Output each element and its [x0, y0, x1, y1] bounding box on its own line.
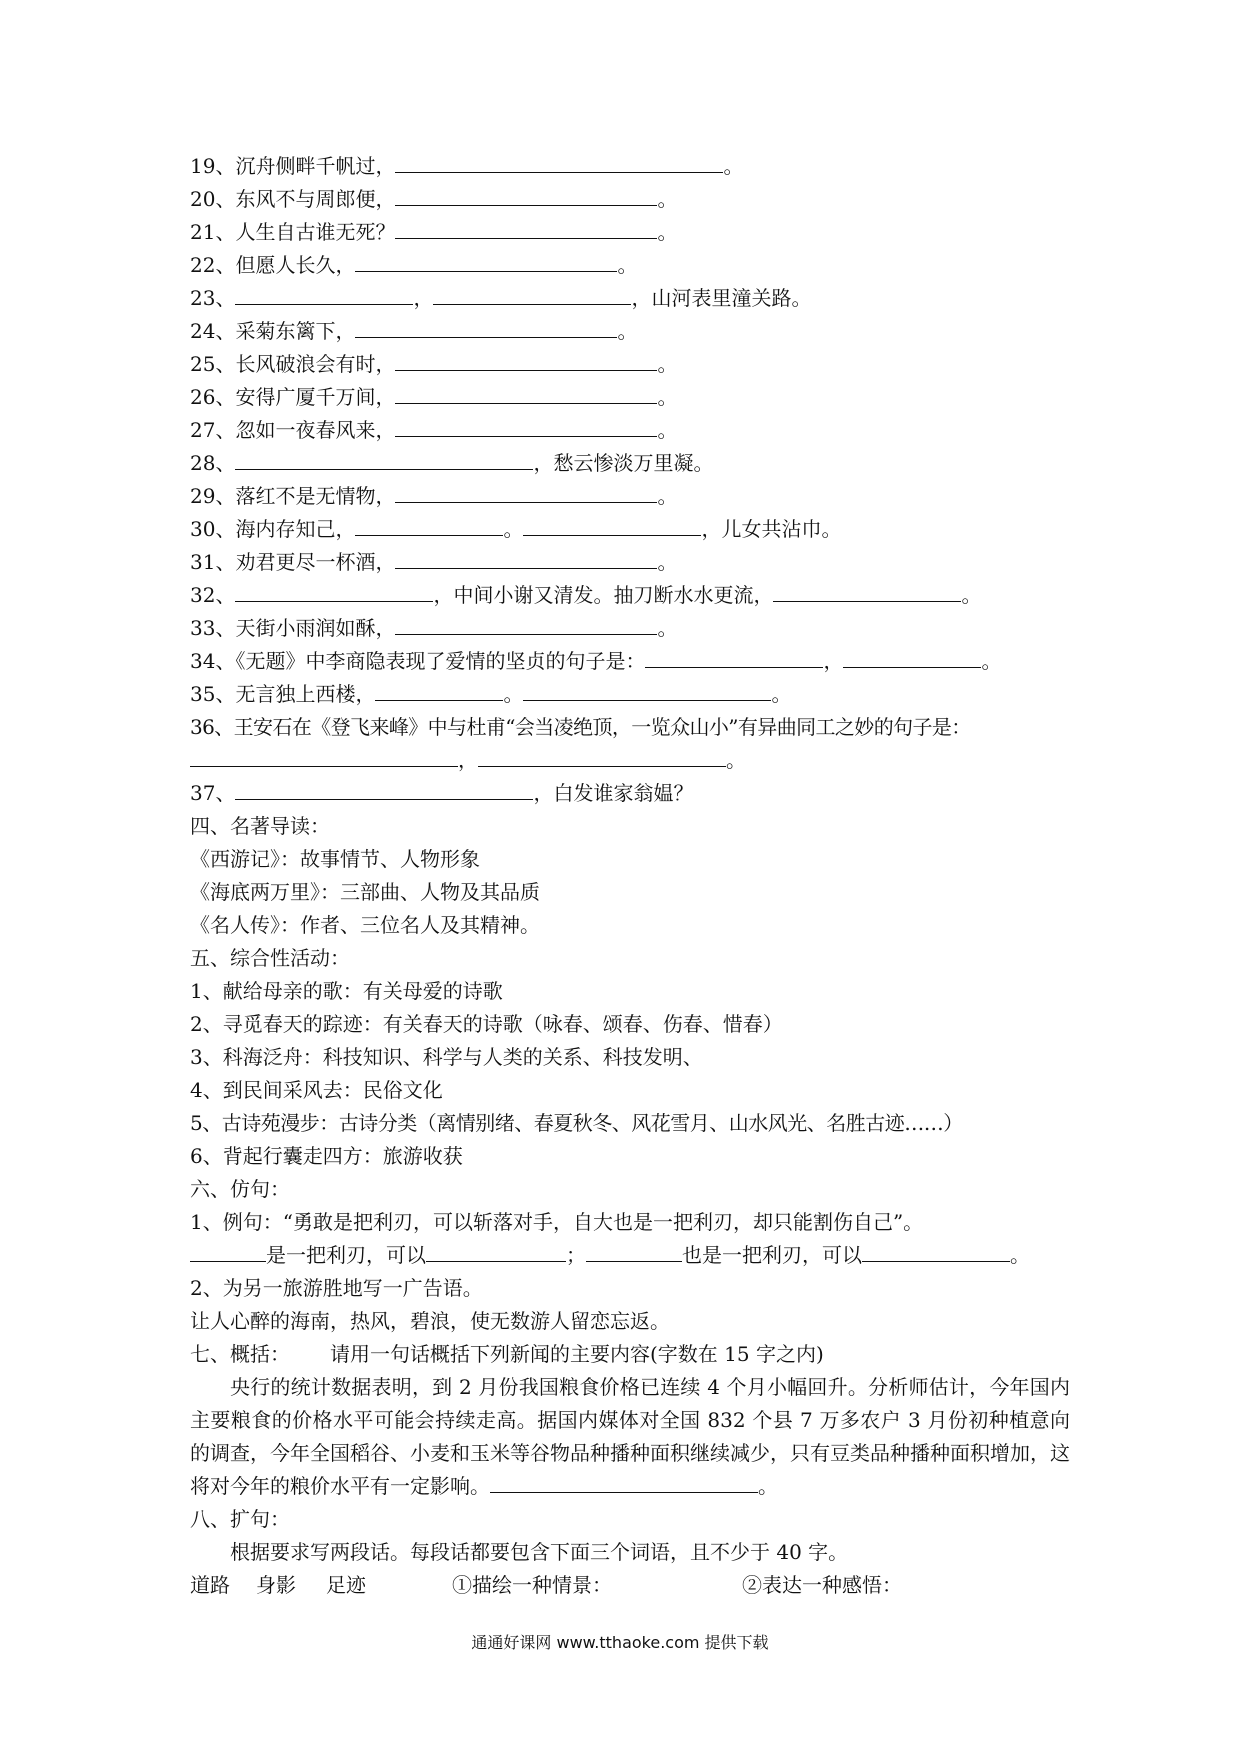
answer-blank[interactable]: [843, 647, 981, 668]
worksheet-page: [190, 150, 1070, 1602]
poem-36: 36、王安石在《登飞来峰》中与杜甫“会当凌绝顶，一览众山小”有异曲同工之妙的句子是：: [190, 715, 971, 739]
poem-23: 23、 ， ，山河表里潼关路。: [190, 286, 812, 310]
ad-slogan-question: 2、为另一旅游胜地写一广告语。: [190, 1276, 483, 1300]
poem-26: 26、安得广厦千万间， 。: [190, 385, 678, 409]
answer-blank[interactable]: [235, 449, 533, 470]
poem-25: 25、长风破浪会有时， 。: [190, 352, 678, 376]
poem-21: 21、人生自古谁无死？ 。: [190, 220, 678, 244]
answer-blank[interactable]: [395, 185, 657, 206]
page-footer: 通通好课网 www.tthaoke.com 提供下载: [471, 1633, 769, 1652]
answer-blank[interactable]: [355, 317, 617, 338]
list-item: 2、寻觅春天的踪迹：有关春天的诗歌（咏春、颂春、伤春、惜春）: [190, 1012, 783, 1036]
answer-blank[interactable]: [478, 746, 726, 767]
answer-blank[interactable]: [523, 515, 701, 536]
list-item: 《西游记》：故事情节、人物形象: [190, 847, 480, 871]
answer-blank[interactable]: [375, 680, 503, 701]
imitation-fill: 是一把利刃，可以 ； 也是一把利刃，可以 。: [190, 1239, 1070, 1272]
poem-20: 20、东风不与周郎便， 。: [190, 187, 678, 211]
imitation-example: 1、例句：“勇敢是把利刃，可以斩落对手，自大也是一把利刃，却只能割伤自己”。: [190, 1210, 924, 1234]
list-item: 《海底两万里》：三部曲、人物及其品质: [190, 880, 540, 904]
poem-35: 35、无言独上西楼， 。 。: [190, 682, 792, 706]
answer-blank[interactable]: [395, 548, 657, 569]
answer-blank[interactable]: [395, 383, 657, 404]
section-4-title: 四、名著导读：: [190, 814, 330, 838]
list-item: 4、到民间采风去：民俗文化: [190, 1078, 443, 1102]
answer-blank[interactable]: [395, 218, 657, 239]
expand-instruction: 根据要求写两段话。每段话都要包含下面三个词语，且不少于 40 字。: [230, 1540, 849, 1564]
answer-blank[interactable]: [490, 1472, 758, 1493]
answer-blank[interactable]: [190, 1241, 266, 1262]
answer-blank[interactable]: [355, 515, 503, 536]
poem-22: 22、但愿人长久， 。: [190, 253, 638, 277]
poem-33: 33、天街小雨润如酥， 。: [190, 616, 678, 640]
poem-24: 24、采菊东篱下， 。: [190, 319, 638, 343]
section-6-title: 六、仿句：: [190, 1177, 290, 1201]
answer-blank[interactable]: [235, 284, 413, 305]
poem-19: 19、沉舟侧畔千帆过， 。: [190, 154, 744, 178]
word-list: 道路 身影 足迹 ①描绘一种情景： ②表达一种感悟：: [190, 1573, 902, 1597]
section-5-title: 五、综合性活动：: [190, 946, 350, 970]
answer-blank[interactable]: [395, 482, 657, 503]
poem-37: 37、 ，白发谁家翁媪？: [190, 781, 694, 805]
answer-blank[interactable]: [862, 1241, 1010, 1262]
list-item: 1、献给母亲的歌：有关母爱的诗歌: [190, 979, 503, 1003]
answer-blank[interactable]: [433, 284, 631, 305]
answer-blank[interactable]: [523, 680, 771, 701]
answer-blank[interactable]: [190, 746, 458, 767]
list-item: 《名人传》：作者、三位名人及其精神。: [190, 913, 540, 937]
list-item: 3、科海泛舟：科技知识、科学与人类的关系、科技发明、: [190, 1045, 703, 1069]
answer-blank[interactable]: [586, 1241, 682, 1262]
answer-blank[interactable]: [645, 647, 823, 668]
poem-27: 27、忽如一夜春风来， 。: [190, 418, 678, 442]
answer-blank[interactable]: [773, 581, 961, 602]
answer-blank[interactable]: [395, 350, 657, 371]
poem-31: 31、劝君更尽一杯酒， 。: [190, 550, 678, 574]
answer-blank[interactable]: [235, 779, 533, 800]
poem-28: 28、 ，愁云惨淡万里凝。: [190, 451, 714, 475]
news-paragraph: 央行的统计数据表明，到 2 月份我国粮食价格已连续 4 个月小幅回升。分析师估计，今年国内主要粮食的价格水平可能会持续走高。据国内媒体对全国 832 个县 7 万多农户 3 月份初种植意向的调查，今年全国稻谷、小麦和玉米等谷物品种播种面积继续减少，只有豆类品种播种面积增加，这将对今年的粮价水平有一定影响。 。: [190, 1375, 1070, 1498]
poem-29: 29、落红不是无情物， 。: [190, 484, 678, 508]
answer-blank[interactable]: [235, 581, 433, 602]
poem-32: 32、 ，中间小谢又清发。抽刀断水水更流， 。: [190, 583, 982, 607]
answer-blank[interactable]: [426, 1241, 566, 1262]
list-item: 5、古诗苑漫步：古诗分类（离情别绪、春夏秋冬、风花雪月、山水风光、名胜古迹……）: [190, 1111, 963, 1135]
list-item: 6、背起行囊走四方：旅游收获: [190, 1144, 463, 1168]
answer-blank[interactable]: [395, 416, 657, 437]
answer-blank[interactable]: [395, 152, 723, 173]
answer-blank[interactable]: [395, 614, 657, 635]
section-8-title: 八、扩句：: [190, 1507, 290, 1531]
poem-34: 34、《无题》中李商隐表现了爱情的坚贞的句子是： ， 。: [190, 649, 1002, 673]
poem-36-answer: ， 。: [190, 744, 1070, 777]
answer-blank[interactable]: [355, 251, 617, 272]
section-7-title: 七、概括： 请用一句话概括下列新闻的主要内容(字数在 15 字之内): [190, 1342, 824, 1366]
ad-slogan-example: 让人心醉的海南，热风，碧浪，使无数游人留恋忘返。: [190, 1309, 670, 1333]
poem-30: 30、海内存知己， 。 ，儿女共沾巾。: [190, 517, 842, 541]
